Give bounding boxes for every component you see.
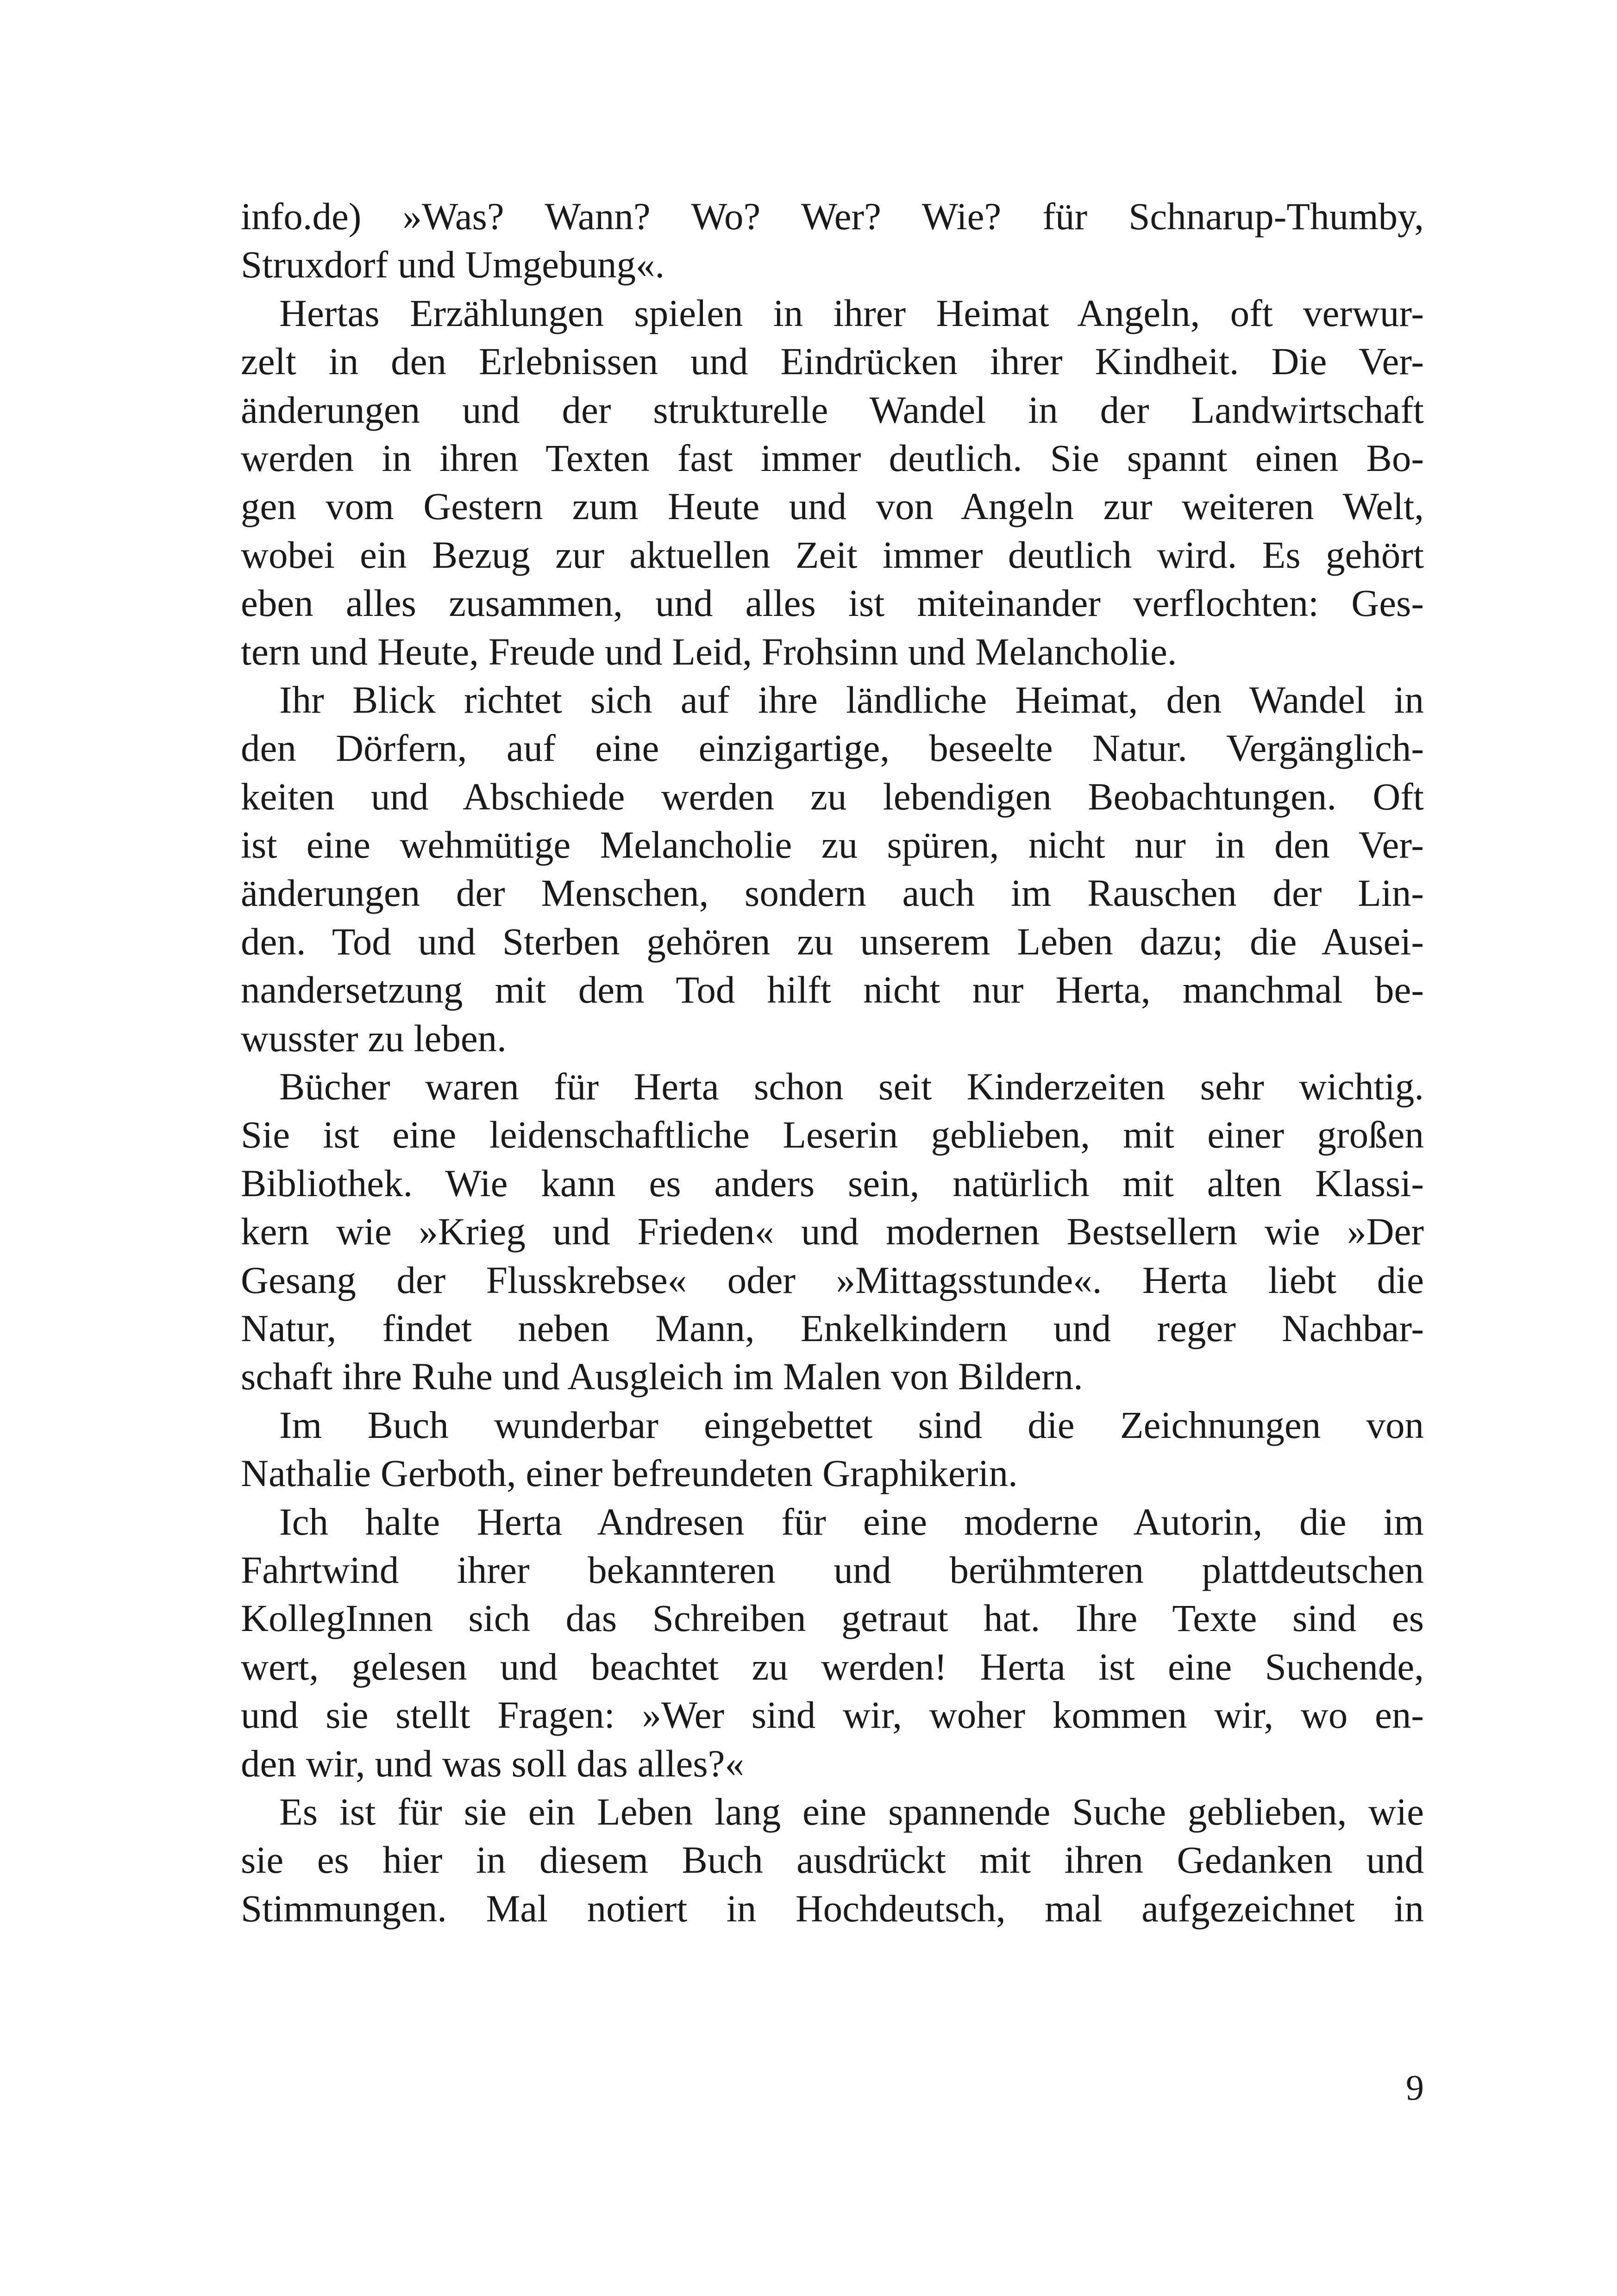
text-line: keiten und Abschiede werden zu lebendigen Beobachtungen. Oft bbox=[241, 775, 1424, 818]
body-text bbox=[241, 192, 1424, 1932]
text-line: Natur, findet neben Mann, Enkelkindern und reger Nachbar- bbox=[241, 1306, 1424, 1349]
text-line: Struxdorf und Umgebung«. bbox=[241, 243, 665, 286]
text-line: nandersetzung mit dem Tod hilft nicht nur Herta, manchmal be- bbox=[241, 968, 1424, 1011]
text-line: Im Buch wunderbar eingebettet sind die Zeichnungen von bbox=[279, 1403, 1424, 1446]
text-line: kern wie »Krieg und Frieden« und modernen Bestsellern wie »Der bbox=[241, 1210, 1424, 1253]
text-line: wert, gelesen und beachtet zu werden! Herta ist eine Suchende, bbox=[241, 1645, 1424, 1688]
text-line: Gesang der Flusskrebse« oder »Mittagsstunde«. Herta liebt die bbox=[241, 1258, 1424, 1301]
text-line: KollegInnen sich das Schreiben getraut hat. Ihre Texte sind es bbox=[241, 1597, 1424, 1640]
paragraph-7 bbox=[241, 1788, 1424, 1932]
text-line: wobei ein Bezug zur aktuellen Zeit immer deutlich wird. Es gehört bbox=[241, 533, 1424, 576]
paragraph-3 bbox=[241, 676, 1424, 1062]
text-line: zelt in den Erlebnissen und Eindrücken ihrer Kindheit. Die Ver- bbox=[241, 340, 1424, 383]
text-line: Fahrtwind ihrer bekannteren und berühmteren plattdeutschen bbox=[241, 1548, 1424, 1591]
text-line: Es ist für sie ein Leben lang eine spannende Suche geblieben, wie bbox=[279, 1790, 1424, 1833]
text-line: Ich halte Herta Andresen für eine moderne Autorin, die im bbox=[279, 1500, 1424, 1543]
text-line: schaft ihre Ruhe und Ausgleich im Malen von Bildern. bbox=[241, 1355, 1083, 1398]
text-line: den Dörfern, auf eine einzigartige, beseelte Natur. Vergänglich- bbox=[241, 727, 1424, 770]
text-line: änderungen der Menschen, sondern auch im Rauschen der Lin- bbox=[241, 872, 1424, 915]
text-line: tern und Heute, Freude und Leid, Frohsinn und Melancholie. bbox=[241, 630, 1177, 673]
paragraph-1 bbox=[241, 192, 1424, 289]
text-line: Sie ist eine leidenschaftliche Leserin geblieben, mit einer großen bbox=[241, 1113, 1424, 1156]
text-line: änderungen und der strukturelle Wandel in der Landwirtschaft bbox=[241, 388, 1424, 431]
text-line: info.de) »Was? Wann? Wo? Wer? Wie? für Schnarup-Thumby, bbox=[241, 195, 1424, 238]
text-line: Hertas Erzählungen spielen in ihrer Heimat Angeln, oft verwur- bbox=[279, 291, 1424, 334]
text-line: Stimmungen. Mal notiert in Hochdeutsch, mal aufgezeichnet in bbox=[241, 1887, 1424, 1930]
paragraph-6 bbox=[241, 1498, 1424, 1788]
page-number: 9 bbox=[1406, 2067, 1424, 2108]
text-line: Bücher waren für Herta schon seit Kinderzeiten sehr wichtig. bbox=[279, 1065, 1424, 1108]
paragraph-2 bbox=[241, 289, 1424, 676]
text-line: Ihr Blick richtet sich auf ihre ländliche Heimat, den Wandel in bbox=[279, 678, 1424, 721]
text-line: sie es hier in diesem Buch ausdrückt mit ihren Gedanken und bbox=[241, 1838, 1424, 1882]
text-line: eben alles zusammen, und alles ist miteinander verflochten: Ges- bbox=[241, 582, 1424, 625]
text-line: gen vom Gestern zum Heute und von Angeln zur weiteren Welt, bbox=[241, 485, 1424, 528]
text-line: werden in ihren Texten fast immer deutlich. Sie spannt einen Bo- bbox=[241, 436, 1424, 479]
text-line: ist eine wehmütige Melancholie zu spüren, nicht nur in den Ver- bbox=[241, 823, 1424, 866]
paragraph-5 bbox=[241, 1401, 1424, 1498]
text-line: Nathalie Gerboth, einer befreundeten Graphikerin. bbox=[241, 1452, 1018, 1495]
text-line: wusster zu leben. bbox=[241, 1016, 507, 1060]
text-line: und sie stellt Fragen: »Wer sind wir, woher kommen wir, wo en- bbox=[241, 1694, 1424, 1737]
paragraph-4 bbox=[241, 1062, 1424, 1401]
text-line: den wir, und was soll das alles?« bbox=[241, 1742, 744, 1785]
text-line: Bibliothek. Wie kann es anders sein, natürlich mit alten Klassi- bbox=[241, 1161, 1424, 1204]
text-line: den. Tod und Sterben gehören zu unserem Leben dazu; die Ausei- bbox=[241, 920, 1424, 963]
